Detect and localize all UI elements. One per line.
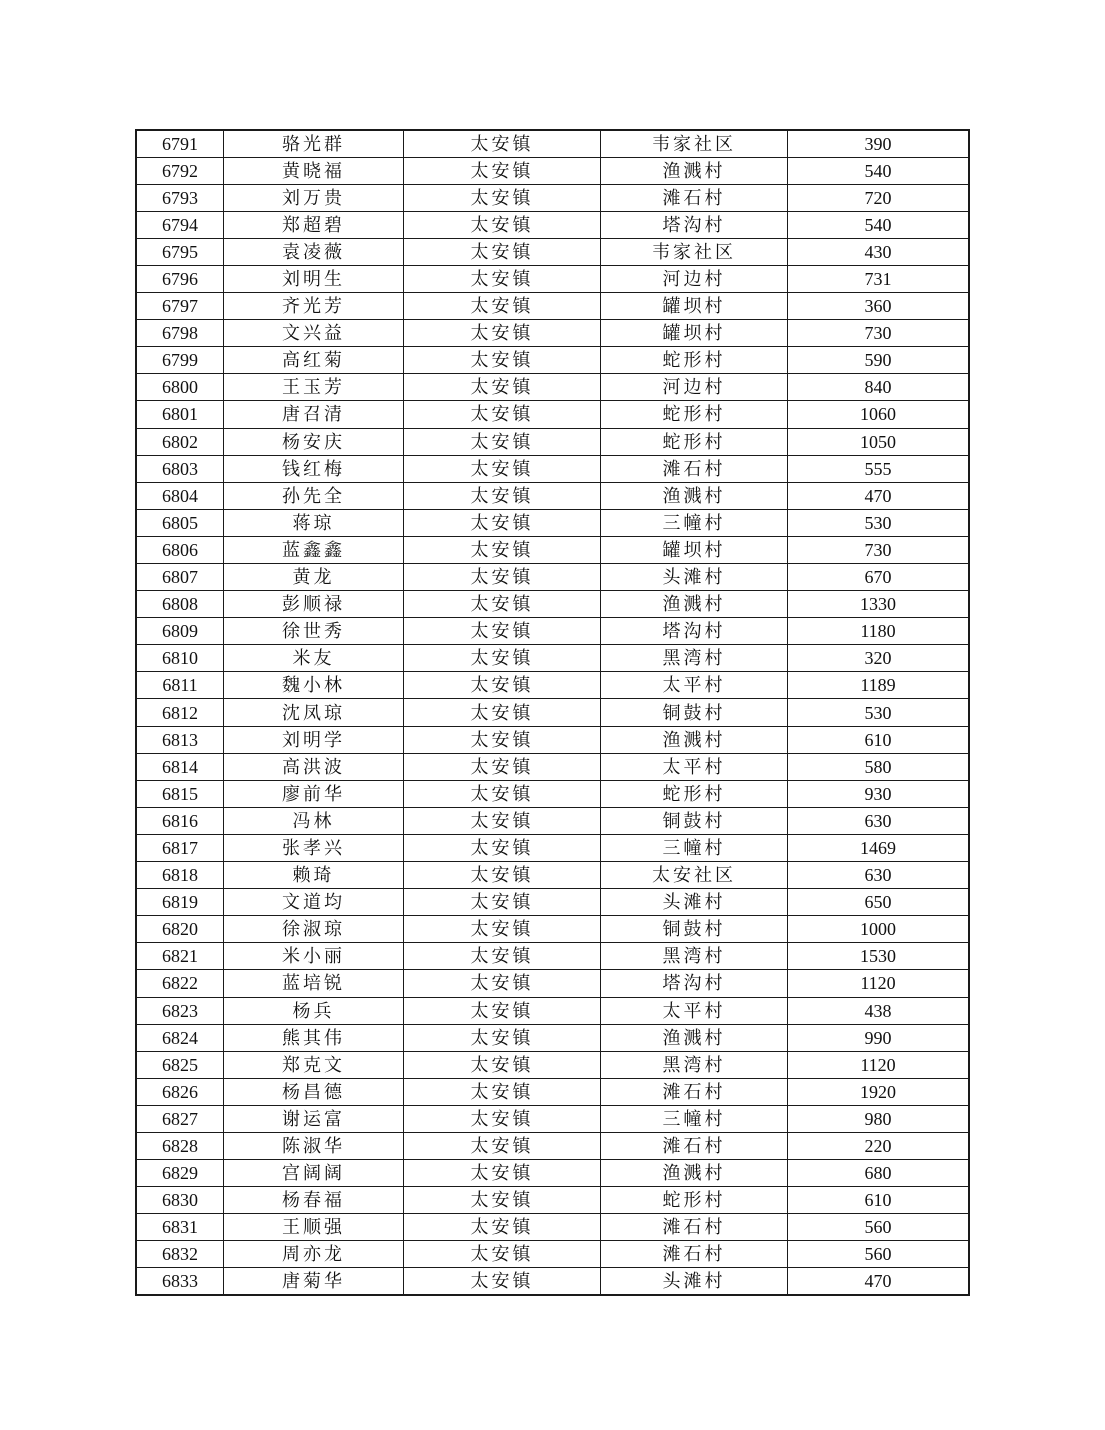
cell-town: 太安镇 (404, 347, 601, 374)
cell-town: 太安镇 (404, 1187, 601, 1214)
cell-amount: 670 (788, 564, 970, 591)
cell-town: 太安镇 (404, 428, 601, 455)
cell-village: 渔溅村 (601, 726, 788, 753)
cell-town: 太安镇 (404, 645, 601, 672)
table-row (136, 265, 969, 292)
cell-id: 6817 (136, 834, 224, 861)
cell-amount: 680 (788, 1160, 970, 1187)
cell-village: 蛇形村 (601, 780, 788, 807)
cell-amount: 470 (788, 1268, 970, 1295)
table-row (136, 970, 969, 997)
cell-amount: 220 (788, 1132, 970, 1159)
table-row (136, 564, 969, 591)
cell-amount: 1120 (788, 970, 970, 997)
table-row (136, 753, 969, 780)
cell-town: 太安镇 (404, 1132, 601, 1159)
cell-town: 太安镇 (404, 374, 601, 401)
cell-name: 钱红梅 (224, 455, 404, 482)
table-row (136, 1214, 969, 1241)
cell-name: 齐光芳 (224, 293, 404, 320)
cell-id: 6822 (136, 970, 224, 997)
table-row (136, 618, 969, 645)
cell-amount: 1120 (788, 1051, 970, 1078)
cell-village: 头滩村 (601, 564, 788, 591)
cell-id: 6804 (136, 482, 224, 509)
cell-amount: 320 (788, 645, 970, 672)
table-row (136, 780, 969, 807)
cell-name: 刘万贵 (224, 184, 404, 211)
cell-amount: 650 (788, 889, 970, 916)
table-row (136, 726, 969, 753)
cell-town: 太安镇 (404, 1078, 601, 1105)
table-row (136, 455, 969, 482)
cell-id: 6807 (136, 564, 224, 591)
cell-village: 黑湾村 (601, 943, 788, 970)
cell-name: 文兴益 (224, 320, 404, 347)
cell-amount: 1000 (788, 916, 970, 943)
cell-amount: 560 (788, 1241, 970, 1268)
cell-id: 6833 (136, 1268, 224, 1295)
cell-name: 米友 (224, 645, 404, 672)
cell-name: 郑克文 (224, 1051, 404, 1078)
cell-id: 6826 (136, 1078, 224, 1105)
cell-amount: 990 (788, 1024, 970, 1051)
table-row (136, 672, 969, 699)
cell-town: 太安镇 (404, 699, 601, 726)
records-table (135, 129, 970, 1296)
cell-town: 太安镇 (404, 1051, 601, 1078)
cell-name: 徐淑琼 (224, 916, 404, 943)
table-row (136, 401, 969, 428)
cell-town: 太安镇 (404, 1024, 601, 1051)
cell-name: 杨春福 (224, 1187, 404, 1214)
cell-village: 太安社区 (601, 862, 788, 889)
cell-town: 太安镇 (404, 591, 601, 618)
cell-amount: 930 (788, 780, 970, 807)
cell-id: 6805 (136, 509, 224, 536)
table-row (136, 157, 969, 184)
cell-town: 太安镇 (404, 564, 601, 591)
table-row (136, 184, 969, 211)
cell-village: 韦家社区 (601, 238, 788, 265)
cell-town: 太安镇 (404, 157, 601, 184)
cell-amount: 610 (788, 726, 970, 753)
cell-village: 铜鼓村 (601, 807, 788, 834)
cell-id: 6818 (136, 862, 224, 889)
cell-name: 赖琦 (224, 862, 404, 889)
cell-amount: 730 (788, 536, 970, 563)
table-row (136, 1105, 969, 1132)
table-row (136, 482, 969, 509)
cell-name: 徐世秀 (224, 618, 404, 645)
cell-town: 太安镇 (404, 130, 601, 157)
cell-id: 6810 (136, 645, 224, 672)
cell-name: 蓝鑫鑫 (224, 536, 404, 563)
cell-amount: 720 (788, 184, 970, 211)
cell-name: 杨兵 (224, 997, 404, 1024)
cell-id: 6795 (136, 238, 224, 265)
cell-village: 蛇形村 (601, 401, 788, 428)
table-row (136, 1024, 969, 1051)
cell-amount: 1920 (788, 1078, 970, 1105)
cell-village: 黑湾村 (601, 645, 788, 672)
cell-town: 太安镇 (404, 482, 601, 509)
cell-id: 6828 (136, 1132, 224, 1159)
cell-town: 太安镇 (404, 265, 601, 292)
cell-name: 王玉芳 (224, 374, 404, 401)
cell-name: 魏小林 (224, 672, 404, 699)
cell-village: 三幢村 (601, 509, 788, 536)
cell-amount: 1330 (788, 591, 970, 618)
cell-amount: 470 (788, 482, 970, 509)
cell-amount: 1469 (788, 834, 970, 861)
cell-town: 太安镇 (404, 509, 601, 536)
cell-village: 塔沟村 (601, 970, 788, 997)
cell-name: 熊其伟 (224, 1024, 404, 1051)
table-row (136, 1241, 969, 1268)
table-row (136, 645, 969, 672)
cell-town: 太安镇 (404, 1105, 601, 1132)
cell-id: 6824 (136, 1024, 224, 1051)
table-row (136, 889, 969, 916)
cell-name: 周亦龙 (224, 1241, 404, 1268)
cell-name: 刘明学 (224, 726, 404, 753)
cell-village: 铜鼓村 (601, 916, 788, 943)
cell-town: 太安镇 (404, 293, 601, 320)
cell-name: 唐菊华 (224, 1268, 404, 1295)
cell-amount: 730 (788, 320, 970, 347)
cell-name: 黄晓福 (224, 157, 404, 184)
cell-amount: 360 (788, 293, 970, 320)
cell-village: 太平村 (601, 997, 788, 1024)
table-row (136, 1132, 969, 1159)
cell-town: 太安镇 (404, 780, 601, 807)
cell-town: 太安镇 (404, 401, 601, 428)
cell-name: 谢运富 (224, 1105, 404, 1132)
cell-village: 罐坝村 (601, 320, 788, 347)
cell-id: 6794 (136, 211, 224, 238)
cell-name: 彭顺禄 (224, 591, 404, 618)
cell-name: 蓝培锐 (224, 970, 404, 997)
cell-name: 唐召清 (224, 401, 404, 428)
cell-town: 太安镇 (404, 807, 601, 834)
table-row (136, 699, 969, 726)
cell-village: 三幢村 (601, 834, 788, 861)
cell-village: 渔溅村 (601, 1024, 788, 1051)
cell-id: 6806 (136, 536, 224, 563)
table-row (136, 834, 969, 861)
cell-village: 蛇形村 (601, 347, 788, 374)
cell-village: 滩石村 (601, 1241, 788, 1268)
cell-name: 蒋琼 (224, 509, 404, 536)
cell-id: 6811 (136, 672, 224, 699)
cell-amount: 560 (788, 1214, 970, 1241)
table-row (136, 211, 969, 238)
table-row (136, 807, 969, 834)
table-row (136, 320, 969, 347)
cell-village: 滩石村 (601, 184, 788, 211)
cell-village: 河边村 (601, 265, 788, 292)
cell-village: 太平村 (601, 753, 788, 780)
cell-name: 杨安庆 (224, 428, 404, 455)
cell-village: 罐坝村 (601, 536, 788, 563)
table-row (136, 591, 969, 618)
cell-name: 刘明生 (224, 265, 404, 292)
cell-amount: 630 (788, 862, 970, 889)
cell-town: 太安镇 (404, 753, 601, 780)
cell-name: 宫阔阔 (224, 1160, 404, 1187)
cell-id: 6801 (136, 401, 224, 428)
cell-village: 韦家社区 (601, 130, 788, 157)
cell-name: 袁凌薇 (224, 238, 404, 265)
cell-id: 6827 (136, 1105, 224, 1132)
cell-name: 郑超碧 (224, 211, 404, 238)
cell-id: 6820 (136, 916, 224, 943)
cell-name: 高红菊 (224, 347, 404, 374)
cell-village: 头滩村 (601, 889, 788, 916)
cell-village: 罐坝村 (601, 293, 788, 320)
cell-id: 6819 (136, 889, 224, 916)
cell-town: 太安镇 (404, 238, 601, 265)
cell-town: 太安镇 (404, 320, 601, 347)
cell-amount: 610 (788, 1187, 970, 1214)
cell-name: 米小丽 (224, 943, 404, 970)
cell-amount: 430 (788, 238, 970, 265)
cell-name: 沈凤琼 (224, 699, 404, 726)
cell-id: 6829 (136, 1160, 224, 1187)
table-row (136, 293, 969, 320)
cell-town: 太安镇 (404, 1241, 601, 1268)
table-row (136, 347, 969, 374)
table-row (136, 943, 969, 970)
cell-id: 6798 (136, 320, 224, 347)
cell-id: 6816 (136, 807, 224, 834)
cell-village: 塔沟村 (601, 211, 788, 238)
cell-amount: 1180 (788, 618, 970, 645)
table-row (136, 862, 969, 889)
cell-town: 太安镇 (404, 184, 601, 211)
cell-name: 文道均 (224, 889, 404, 916)
cell-village: 塔沟村 (601, 618, 788, 645)
cell-id: 6815 (136, 780, 224, 807)
cell-town: 太安镇 (404, 1160, 601, 1187)
cell-amount: 630 (788, 807, 970, 834)
cell-id: 6812 (136, 699, 224, 726)
table-row (136, 1187, 969, 1214)
cell-village: 三幢村 (601, 1105, 788, 1132)
cell-amount: 1060 (788, 401, 970, 428)
cell-name: 张孝兴 (224, 834, 404, 861)
table-row (136, 916, 969, 943)
cell-name: 骆光群 (224, 130, 404, 157)
cell-amount: 980 (788, 1105, 970, 1132)
cell-id: 6814 (136, 753, 224, 780)
cell-town: 太安镇 (404, 834, 601, 861)
cell-id: 6802 (136, 428, 224, 455)
cell-amount: 1530 (788, 943, 970, 970)
cell-town: 太安镇 (404, 862, 601, 889)
cell-id: 6831 (136, 1214, 224, 1241)
cell-id: 6823 (136, 997, 224, 1024)
cell-town: 太安镇 (404, 889, 601, 916)
cell-id: 6813 (136, 726, 224, 753)
cell-town: 太安镇 (404, 943, 601, 970)
table-row (136, 1078, 969, 1105)
cell-village: 渔溅村 (601, 157, 788, 184)
cell-id: 6791 (136, 130, 224, 157)
cell-town: 太安镇 (404, 618, 601, 645)
cell-town: 太安镇 (404, 997, 601, 1024)
cell-amount: 590 (788, 347, 970, 374)
table-row (136, 374, 969, 401)
cell-village: 河边村 (601, 374, 788, 401)
cell-amount: 731 (788, 265, 970, 292)
cell-village: 黑湾村 (601, 1051, 788, 1078)
table-row (136, 238, 969, 265)
table-row (136, 536, 969, 563)
cell-id: 6825 (136, 1051, 224, 1078)
cell-town: 太安镇 (404, 726, 601, 753)
cell-town: 太安镇 (404, 455, 601, 482)
cell-name: 黄龙 (224, 564, 404, 591)
cell-name: 冯林 (224, 807, 404, 834)
cell-id: 6808 (136, 591, 224, 618)
cell-id: 6800 (136, 374, 224, 401)
cell-amount: 530 (788, 509, 970, 536)
cell-id: 6809 (136, 618, 224, 645)
cell-amount: 540 (788, 211, 970, 238)
cell-village: 太平村 (601, 672, 788, 699)
cell-village: 滩石村 (601, 1214, 788, 1241)
cell-amount: 530 (788, 699, 970, 726)
cell-village: 头滩村 (601, 1268, 788, 1295)
cell-name: 王顺强 (224, 1214, 404, 1241)
cell-amount: 438 (788, 997, 970, 1024)
cell-name: 杨昌德 (224, 1078, 404, 1105)
cell-town: 太安镇 (404, 672, 601, 699)
table-row (136, 1051, 969, 1078)
cell-amount: 1050 (788, 428, 970, 455)
cell-village: 渔溅村 (601, 1160, 788, 1187)
cell-amount: 540 (788, 157, 970, 184)
table-row (136, 130, 969, 157)
cell-amount: 555 (788, 455, 970, 482)
cell-id: 6792 (136, 157, 224, 184)
cell-id: 6803 (136, 455, 224, 482)
table-row (136, 428, 969, 455)
cell-id: 6793 (136, 184, 224, 211)
cell-name: 高洪波 (224, 753, 404, 780)
cell-village: 渔溅村 (601, 591, 788, 618)
cell-id: 6830 (136, 1187, 224, 1214)
cell-village: 滩石村 (601, 1132, 788, 1159)
cell-town: 太安镇 (404, 211, 601, 238)
cell-amount: 580 (788, 753, 970, 780)
cell-village: 蛇形村 (601, 1187, 788, 1214)
cell-id: 6796 (136, 265, 224, 292)
cell-amount: 840 (788, 374, 970, 401)
cell-town: 太安镇 (404, 970, 601, 997)
cell-amount: 1189 (788, 672, 970, 699)
cell-name: 廖前华 (224, 780, 404, 807)
cell-village: 铜鼓村 (601, 699, 788, 726)
cell-town: 太安镇 (404, 536, 601, 563)
cell-name: 陈淑华 (224, 1132, 404, 1159)
records-table-body (136, 130, 969, 1295)
cell-id: 6832 (136, 1241, 224, 1268)
cell-id: 6821 (136, 943, 224, 970)
table-row (136, 997, 969, 1024)
cell-village: 蛇形村 (601, 428, 788, 455)
cell-id: 6799 (136, 347, 224, 374)
cell-town: 太安镇 (404, 1214, 601, 1241)
table-row (136, 1268, 969, 1295)
cell-amount: 390 (788, 130, 970, 157)
table-row (136, 1160, 969, 1187)
cell-village: 滩石村 (601, 455, 788, 482)
cell-village: 滩石村 (601, 1078, 788, 1105)
table-row (136, 509, 969, 536)
cell-village: 渔溅村 (601, 482, 788, 509)
cell-town: 太安镇 (404, 916, 601, 943)
cell-town: 太安镇 (404, 1268, 601, 1295)
cell-id: 6797 (136, 293, 224, 320)
cell-name: 孙先全 (224, 482, 404, 509)
